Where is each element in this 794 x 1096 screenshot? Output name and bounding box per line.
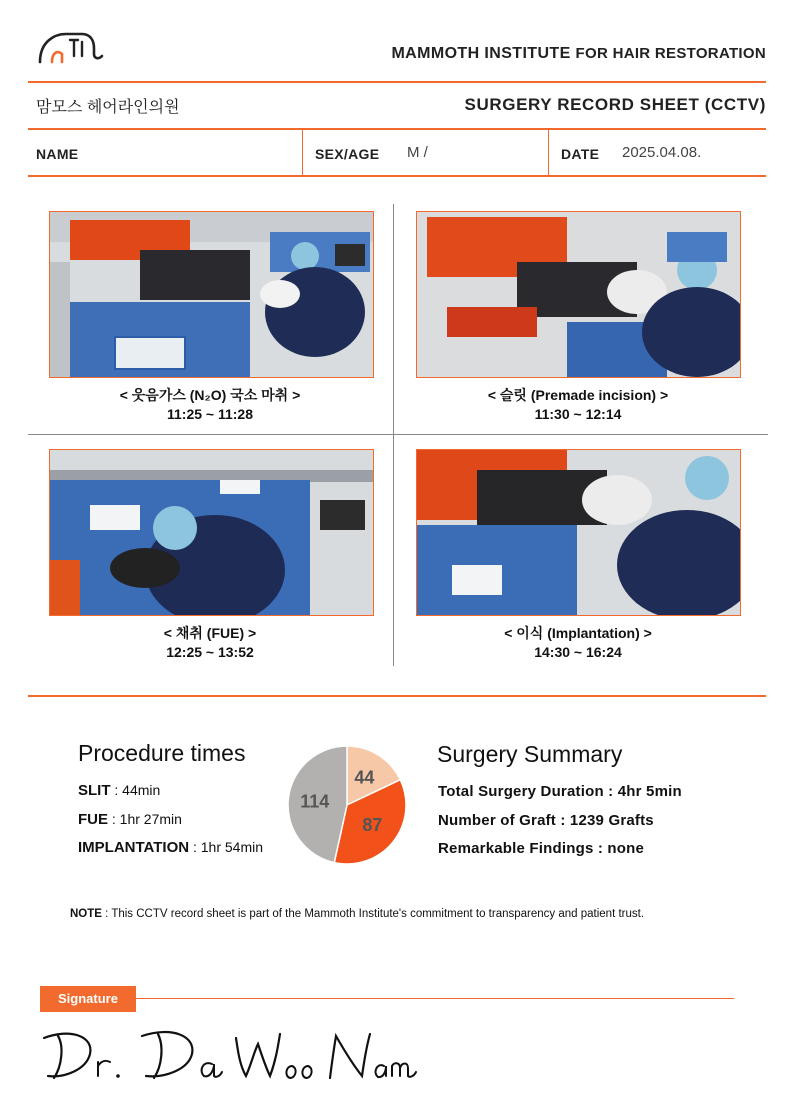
- procedure-row-fue: FUE : 1hr 27min: [78, 811, 182, 828]
- cctv-photo-slit: [416, 211, 741, 378]
- photo-caption-4: < 이식 (Implantation) > 14:30 ~ 16:24: [504, 625, 652, 660]
- cctv-photo-implantation: [416, 449, 741, 616]
- procedure-times-title: Procedure times: [78, 740, 246, 766]
- brand-title: MAMMOTH INSTITUTE FOR HAIR RESTORATION: [391, 45, 766, 62]
- info-bottom-divider: [28, 175, 766, 177]
- date-label: DATE: [561, 146, 600, 162]
- procedure-row-slit: SLIT : 44min: [78, 782, 161, 799]
- procedure-row-implantation: IMPLANTATION : 1hr 54min: [78, 839, 264, 856]
- cctv-photo-fue: [49, 449, 374, 616]
- photo-caption-1: < 웃음가스 (N₂O) 국소 마취 > 11:25 ~ 11:28: [119, 387, 301, 422]
- surgery-summary-title: Surgery Summary: [437, 741, 623, 767]
- pie-label-slit: 44: [354, 767, 375, 788]
- grid-horizontal-divider: [28, 434, 768, 435]
- mammoth-logo-icon: [36, 28, 108, 66]
- info-top-divider: [28, 128, 766, 130]
- info-divider-2: [548, 129, 549, 176]
- procedure-times-pie-chart: [286, 744, 408, 866]
- signature-line: [136, 998, 734, 999]
- pie-label-implantation: 114: [300, 791, 330, 812]
- summary-findings: Remarkable Findings : none: [438, 840, 645, 857]
- summary-graft-count: Number of Graft : 1239 Grafts: [438, 812, 654, 829]
- cctv-photo-anesthesia: [49, 211, 374, 378]
- sheet-title: SURGERY RECORD SHEET (CCTV): [464, 95, 766, 114]
- signature-badge: Signature: [40, 986, 136, 1012]
- signature-handwriting: [40, 1022, 420, 1084]
- info-divider-1: [302, 129, 303, 176]
- grid-vertical-divider: [393, 204, 394, 666]
- sex-age-value: M /: [407, 144, 428, 161]
- photo-caption-2: < 슬릿 (Premade incision) > 11:30 ~ 12:14: [487, 387, 669, 422]
- name-label: NAME: [36, 146, 79, 162]
- photo-caption-3: < 채취 (FUE) > 12:25 ~ 13:52: [163, 625, 257, 660]
- section-divider: [28, 695, 766, 697]
- header-divider: [28, 81, 766, 83]
- clinic-name: 맘모스 헤어라인의원: [36, 99, 180, 116]
- sex-age-label: SEX/AGE: [315, 146, 380, 162]
- date-value: 2025.04.08.: [622, 144, 702, 161]
- note: NOTE : This CCTV record sheet is part of the Mammoth Institute's commitment to transparency and patient trust.: [70, 908, 645, 920]
- pie-label-fue: 87: [362, 815, 383, 836]
- summary-duration: Total Surgery Duration : 4hr 5min: [438, 783, 682, 800]
